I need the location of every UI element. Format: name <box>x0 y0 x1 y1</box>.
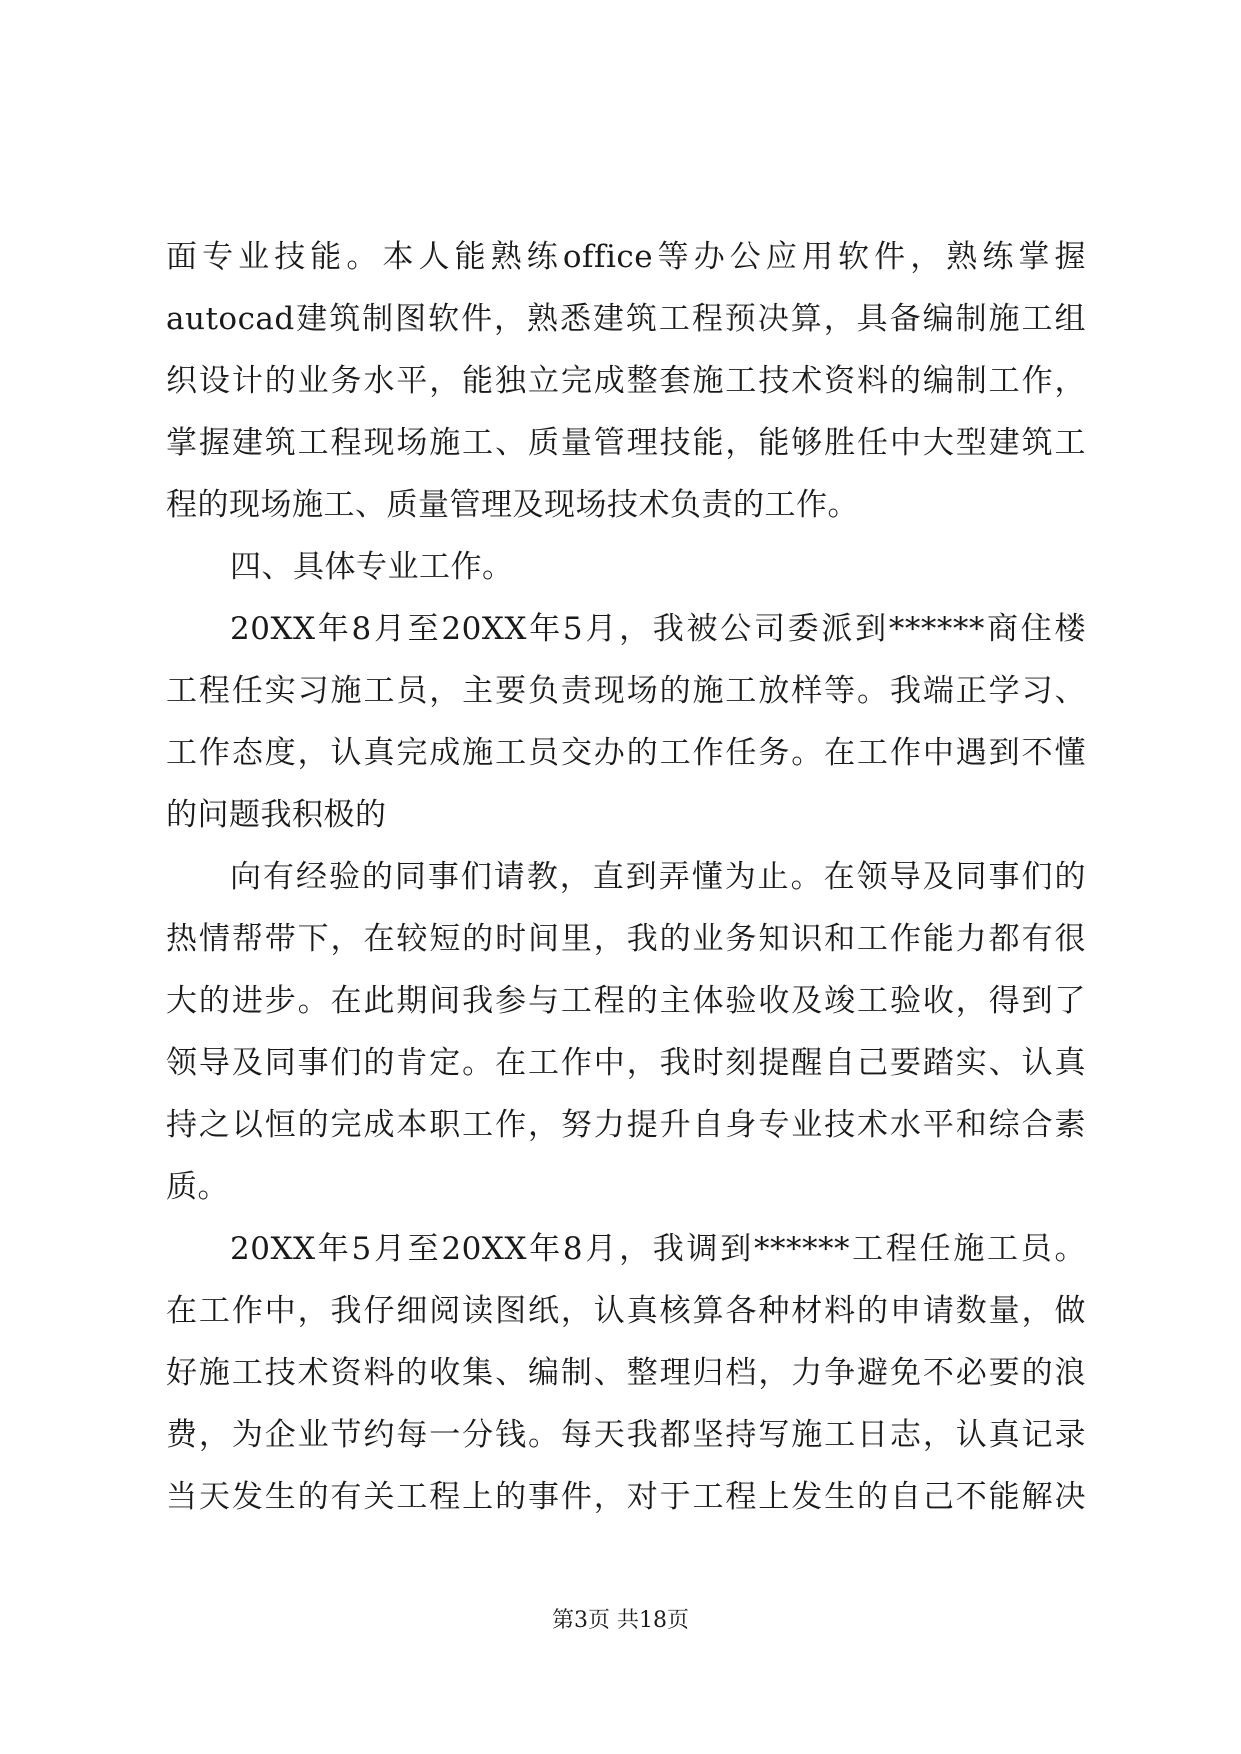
text-line: 工作态度，认真完成施工员交办的工作任务。在工作中遇到不懂 <box>166 735 1086 771</box>
text-line: 在工作中，我仔细阅读图纸，认真核算各种材料的申请数量，做 <box>166 1293 1086 1329</box>
page-number-footer: 第3页 共18页 <box>552 1608 689 1633</box>
text-line: 面专业技能。本人能熟练office等办公应用软件，熟练掌握 <box>166 239 1086 275</box>
text-line: 当天发生的有关工程上的事件，对于工程上发生的自己不能解决 <box>166 1479 1086 1515</box>
text-line: 20XX年8月至20XX年5月，我被公司委派到******商住楼 <box>230 611 1086 647</box>
text-line: 织设计的业务水平，能独立完成整套施工技术资料的编制工作， <box>166 363 1086 399</box>
text-line: 持之以恒的完成本职工作，努力提升自身专业技术水平和综合素 <box>166 1107 1086 1143</box>
text-line: 工程任实习施工员，主要负责现场的施工放样等。我端正学习、 <box>166 673 1086 709</box>
text-line: 20XX年5月至20XX年8月，我调到******工程任施工员。 <box>230 1231 1086 1267</box>
text-line: 费，为企业节约每一分钱。每天我都坚持写施工日志，认真记录 <box>166 1417 1086 1453</box>
text-line: autocad建筑制图软件，熟悉建筑工程预决算，具备编制施工组 <box>166 301 1086 337</box>
text-line: 领导及同事们的肯定。在工作中，我时刻提醒自己要踏实、认真 <box>166 1045 1086 1081</box>
text-line: 好施工技术资料的收集、编制、整理归档，力争避免不必要的浪 <box>166 1355 1086 1391</box>
text-line: 的问题我积极的 <box>166 797 387 833</box>
text-line: 程的现场施工、质量管理及现场技术负责的工作。 <box>166 487 859 523</box>
text-line: 热情帮带下，在较短的时间里，我的业务知识和工作能力都有很 <box>166 921 1086 957</box>
section-heading: 四、具体专业工作。 <box>230 549 514 585</box>
text-line: 大的进步。在此期间我参与工程的主体验收及竣工验收，得到了 <box>166 983 1086 1019</box>
text-line: 掌握建筑工程现场施工、质量管理技能，能够胜任中大型建筑工 <box>166 425 1086 461</box>
body-text <box>166 226 1086 1528</box>
text-line: 向有经验的同事们请教，直到弄懂为止。在领导及同事们的 <box>230 859 1086 895</box>
text-line: 质。 <box>166 1169 229 1205</box>
